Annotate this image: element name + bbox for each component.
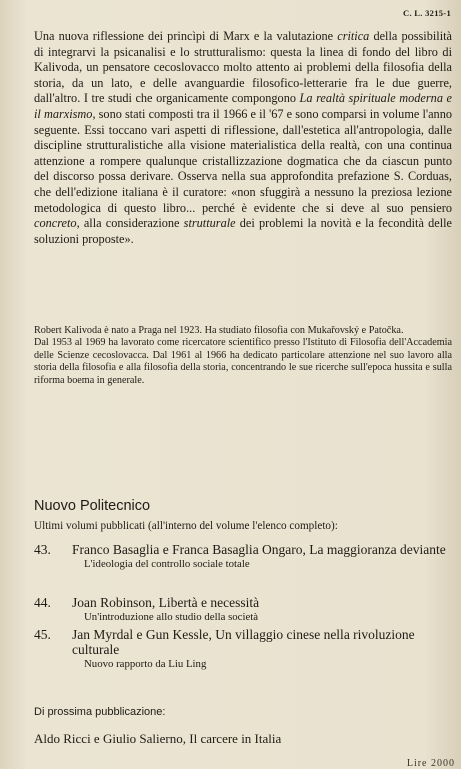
author-bio xyxy=(34,325,452,387)
volume-number: 43. xyxy=(34,542,51,557)
series-title: Nuovo Politecnico xyxy=(34,498,151,514)
volume-subtitle: Nuovo rapporto da Liu Ling xyxy=(84,658,207,670)
author-bio-paragraph: Dal 1953 al 1969 ha lavorato come ricercatore scientifico presso l'Istituto di Filosofia dell'Accademia delle Scienze cecoslovacca. Dal 1961 al 1966 ha dedicato particolare attenzione nel suo lavoro alla storia della filosofia e alla filosofia della storia, concentrando le sue ricerche sull'epoca hussita e sulla riforma boema in generale. xyxy=(34,337,452,386)
book-title-emphasis: La realtà spirituale moderna e il marxismo xyxy=(34,91,452,121)
upcoming-label: Di prossima pubblicazione: xyxy=(34,706,166,718)
description-emphasis: concreto xyxy=(34,216,77,231)
volume-number: 45. xyxy=(34,627,51,642)
description-text: , sono stati composti tra il 1966 e il '67 e sono comparsi in volume l'anno seguente. Essi toccano vari aspetti di riflessione, dall'estetica all'antropologia, dalle discipline strutturalistiche alla visione materialistica della realtà, con una continua attenzione a rompere qualunque cristallizzazione dogmatica che da ciascun punto del discorso possa derivare. Osserva nella sua approfondita prefazione S. Corduas, che dell'edizione italiana è il curatore: «non sfuggirà a nessuno la preziosa lezione metodologica di questo libro... perché è evidente che si deve al suo pensiero xyxy=(34,106,452,215)
description-text: dei problemi la novità e la fecondità delle soluzioni proposte». xyxy=(34,216,452,246)
volume-number: 44. xyxy=(34,595,51,610)
list-item xyxy=(34,627,452,687)
description-emphasis: strutturale xyxy=(183,216,236,231)
volume-list xyxy=(34,542,452,687)
volume-title: Jan Myrdal e Gun Kessle, Un villaggio cinese nella rivoluzione culturale xyxy=(72,627,415,657)
upcoming-title: Aldo Ricci e Giulio Salierno, Il carcere in Italia xyxy=(34,731,282,746)
description-text: Una nuova riflessione dei princìpi di Marx e la valutazione xyxy=(34,29,338,43)
volume-title: Franco Basaglia e Franca Basaglia Ongaro, La maggioranza deviante xyxy=(72,542,446,557)
description-emphasis: critica xyxy=(337,29,370,43)
book-description xyxy=(34,29,452,247)
volume-subtitle: Un'introduzione allo studio della società xyxy=(84,611,259,623)
catalog-code: C. L. 3215-1 xyxy=(403,8,451,18)
list-item xyxy=(34,595,452,627)
price-label: Lire 2000 xyxy=(406,758,455,769)
volume-title: Joan Robinson, Libertà e necessità xyxy=(72,595,260,610)
author-bio-paragraph: Robert Kalivoda è nato a Praga nel 1923. Ha studiato filosofia con Mukařovský e Patočka. xyxy=(34,325,404,336)
description-text: della possibilità di integrarvi la psicanalisi e lo strutturalismo: questa la linea di fondo del libro di Kalivoda, un pensatore cecoslovacco molto attento ai problemi della filosofia della storia, da un lato, e delle avanguardie filosofico-letterarie fra le due guerre, dall'altro. I tre studi che organicamente compongono xyxy=(34,29,452,106)
volume-subtitle: L'ideologia del controllo sociale totale xyxy=(84,558,250,570)
list-item xyxy=(34,542,452,595)
description-text: , alla considerazione xyxy=(76,216,184,231)
series-subtitle: Ultimi volumi pubblicati (all'interno del volume l'elenco completo): xyxy=(34,520,338,532)
